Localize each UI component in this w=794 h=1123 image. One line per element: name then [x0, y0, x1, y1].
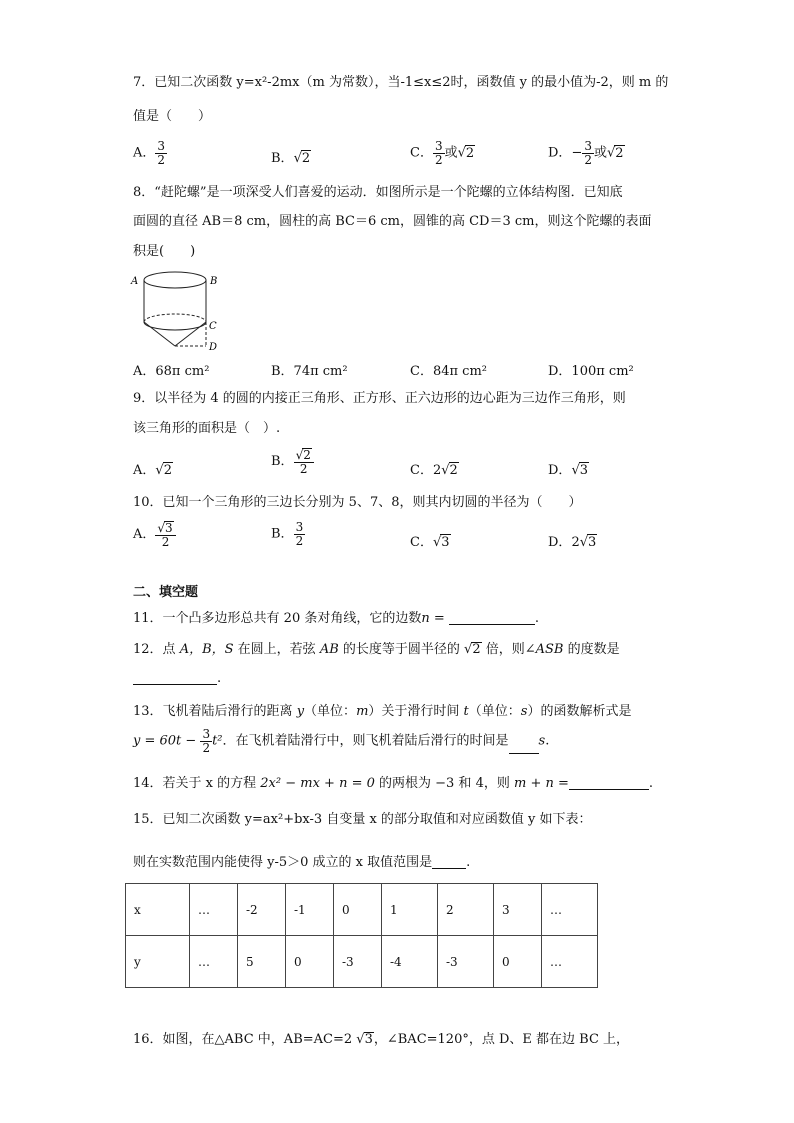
table-cell: -2	[238, 884, 286, 936]
q8-option-a: A．68π cm²	[133, 364, 210, 379]
q13-line2: y = 60t − $\frac{3}{2}$ t²．在飞机着陆滑行中，则飞机着陆后滑行的时间是 s.	[133, 727, 550, 755]
fig-label-a: A	[131, 276, 139, 287]
q10-option-b: B． $\frac{3}{2}$	[271, 520, 304, 548]
table-cell: 3	[494, 884, 542, 936]
q8-stem-line3: 积是( )	[133, 244, 196, 259]
q11-answer-blank[interactable]	[449, 624, 535, 625]
spinning-top-figure	[128, 266, 223, 352]
section-title: 二、填空题	[133, 585, 199, 600]
q9-stem-line2: 该三角形的面积是（ ）.	[133, 421, 281, 436]
q13-line1: 13．飞机着陆后滑行的距离 y（单位：m）关于滑行时间 t（单位：s）的函数解析式是	[133, 704, 632, 719]
q8-option-b: B．74π cm²	[271, 364, 348, 379]
q7-option-d: D．− $\frac{3}{2}$ 或√2	[548, 139, 624, 167]
table-cell: -1	[286, 884, 334, 936]
fig-label-d: D	[209, 342, 218, 352]
q15-stem-line2: 则在实数范围内能使得 y-5＞0 成立的 x 取值范围是 .	[133, 855, 471, 870]
table-cell: y	[126, 936, 190, 988]
q13-answer-blank[interactable]	[509, 753, 539, 754]
table-cell: -3	[438, 936, 494, 988]
q7-stem-line2: 值是（ ）	[133, 109, 212, 124]
table-cell: 0	[494, 936, 542, 988]
table-cell: 5	[238, 936, 286, 988]
table-cell: -3	[334, 936, 382, 988]
q8-stem-line1: 8．“赶陀螺”是一项深受人们喜爱的运动．如图所示是一个陀螺的立体结构图．已知底	[133, 185, 623, 200]
q16-stem: 16．如图，在△ABC 中，AB=AC=2 √3，∠BAC=120°，点 D、E 都在边 BC 上，	[133, 1032, 630, 1047]
q9-option-b: B． $\frac{√2}{2}$	[271, 448, 314, 475]
table-cell: …	[542, 936, 598, 988]
q7-stem-line1: 7．已知二次函数 y=x²-2mx（m 为常数），当-1≤x≤2时，函数值 y 的最小值为-2，则 m 的	[133, 75, 669, 90]
table-cell: …	[542, 884, 598, 936]
q10-option-d: D．2√3	[548, 535, 597, 550]
q8-option-d: D．100π cm²	[548, 364, 634, 379]
table-cell: x	[126, 884, 190, 936]
q11: 11．一个凸多边形总共有 20 条对角线，它的边数n = .	[133, 611, 540, 626]
table-cell: -4	[382, 936, 438, 988]
q9-option-a: A．√2	[133, 463, 172, 478]
table-cell: 1	[382, 884, 438, 936]
value-table	[125, 883, 598, 988]
q9-option-c: C．2√2	[410, 463, 458, 478]
fig-label-b: B	[210, 276, 218, 287]
q12: 12．点 A，B，S 在圆上，若弦 AB 的长度等于圆半径的 √2 倍，则∠ASB 的度数是	[133, 642, 620, 657]
fig-label-c: C	[209, 321, 217, 332]
q10-option-c: C．√3	[410, 535, 450, 550]
q8-stem-line2: 面圆的直径 AB＝8 cm，圆柱的高 BC＝6 cm，圆锥的高 CD＝3 cm，则这个陀螺的表面	[133, 214, 652, 229]
q10-option-a: A． $\frac{√3}{2}$	[133, 521, 176, 548]
q7-option-a: A． $\frac{3}{2}$	[133, 139, 166, 167]
q15-answer-blank[interactable]	[432, 868, 466, 869]
table-cell: 0	[334, 884, 382, 936]
q8-option-c: C．84π cm²	[410, 364, 487, 379]
q12-answer-line: .	[133, 672, 221, 685]
q14: 14．若关于 x 的方程 2x² − mx + n = 0 的两根为 −3 和 4，则 m + n = .	[133, 776, 654, 791]
q14-answer-blank[interactable]	[569, 789, 649, 790]
table-cell: …	[190, 936, 238, 988]
q12-answer-blank[interactable]	[133, 684, 217, 685]
table-row-y	[126, 936, 598, 988]
table-row-x	[126, 884, 598, 936]
q9-option-d: D．√3	[548, 463, 589, 478]
q7-option-b: B．√2	[271, 151, 311, 166]
q9-stem-line1: 9．以半径为 4 的圆的内接正三角形、正方形、正六边形的边心距为三边作三角形，则	[133, 391, 626, 406]
q10-stem: 10．已知一个三角形的三边长分别为 5、7、8，则其内切圆的半径为（ ）	[133, 495, 582, 510]
table-cell: 2	[438, 884, 494, 936]
table-cell: …	[190, 884, 238, 936]
q15-stem-line1: 15．已知二次函数 y=ax²+bx-3 自变量 x 的部分取值和对应函数值 y 如下表：	[133, 812, 592, 827]
table-cell: 0	[286, 936, 334, 988]
q7-option-c: C． $\frac{3}{2}$ 或√2	[410, 139, 475, 167]
